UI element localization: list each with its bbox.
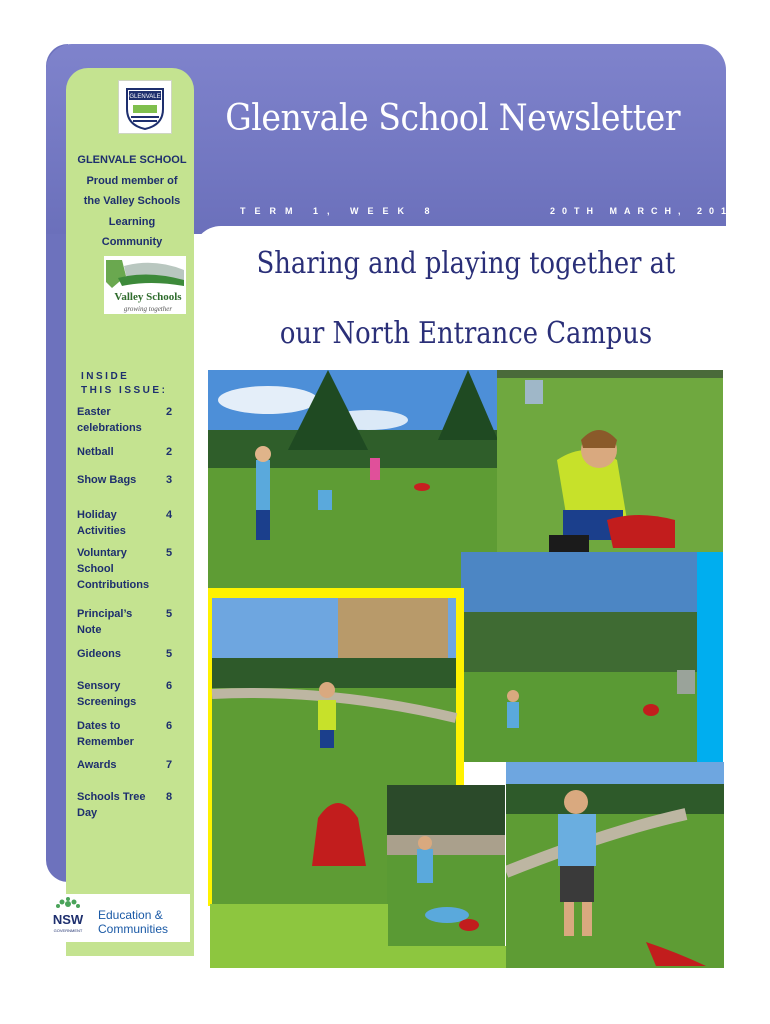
issue-date: 20TH MARCH, 2015 (550, 206, 746, 216)
valley-schools-logo (104, 256, 186, 314)
toc-page: 5 (166, 547, 173, 559)
nsw-education-logo (46, 894, 190, 942)
toc-label: Sensory Screenings (77, 680, 137, 708)
tagline-line-4: Community (101, 236, 163, 248)
school-name: GLENVALE SCHOOL (77, 154, 187, 166)
toc-label: Schools Tree Day (77, 791, 146, 819)
inside-line-2: THIS ISSUE: (81, 385, 168, 396)
green-accent-strip (388, 946, 506, 968)
toc-label: Show Bags (77, 474, 137, 486)
newsletter-title: Glenvale School Newsletter (225, 98, 681, 139)
valley-logo-text: Valley Schools (114, 291, 182, 303)
education-line-1: Education & (98, 908, 163, 922)
term-week: TERM 1, WEEK 8 (240, 206, 439, 216)
school-info (76, 150, 188, 253)
toc-page: 3 (166, 474, 173, 486)
education-line-2: Communities (98, 922, 169, 936)
toc-label: Gideons (77, 648, 122, 660)
toc-label: Easter celebrations (77, 406, 142, 434)
toc-page: 6 (166, 720, 173, 732)
toc-label: Awards (77, 759, 117, 771)
toc-page: 7 (166, 759, 173, 771)
photo-children-resting (387, 785, 505, 949)
toc-page: 5 (166, 648, 173, 660)
crest-label: GLENVALE (129, 94, 161, 100)
toc-label: Voluntary School Contributions (77, 547, 150, 591)
inside-this-issue-heading (81, 370, 167, 398)
valley-logo-sub: growing together (123, 305, 173, 313)
toc-page: 4 (166, 509, 173, 521)
nsw-gov-text: GOVERNMENT (53, 928, 83, 933)
school-crest-logo (118, 80, 172, 134)
headline-line-1: Sharing and playing together at (256, 246, 676, 281)
toc-page: 2 (166, 446, 173, 458)
toc-label: Netball (77, 446, 114, 458)
tagline-line-3: Learning (108, 215, 156, 228)
toc-page: 5 (166, 608, 173, 620)
toc-label: Holiday Activities (77, 509, 126, 537)
nsw-text: NSW (52, 912, 84, 927)
tagline-line-1: Proud member of (86, 174, 178, 187)
tagline-line-2: the Valley Schools (83, 195, 181, 207)
photo-boy-standing (506, 762, 724, 968)
toc-page: 6 (166, 680, 173, 692)
toc-label: Principal’s Note (77, 608, 133, 636)
photo-field-cyan-frame (461, 552, 723, 762)
toc-page: 2 (166, 406, 173, 418)
inside-line-1: INSIDE (81, 371, 130, 382)
green-accent-block (210, 904, 388, 968)
photo-children-playing-field (208, 370, 498, 592)
headline-line-2: our North Entrance Campus (279, 316, 653, 351)
toc-page: 8 (166, 791, 173, 803)
toc-label: Dates to Remember (77, 720, 134, 748)
